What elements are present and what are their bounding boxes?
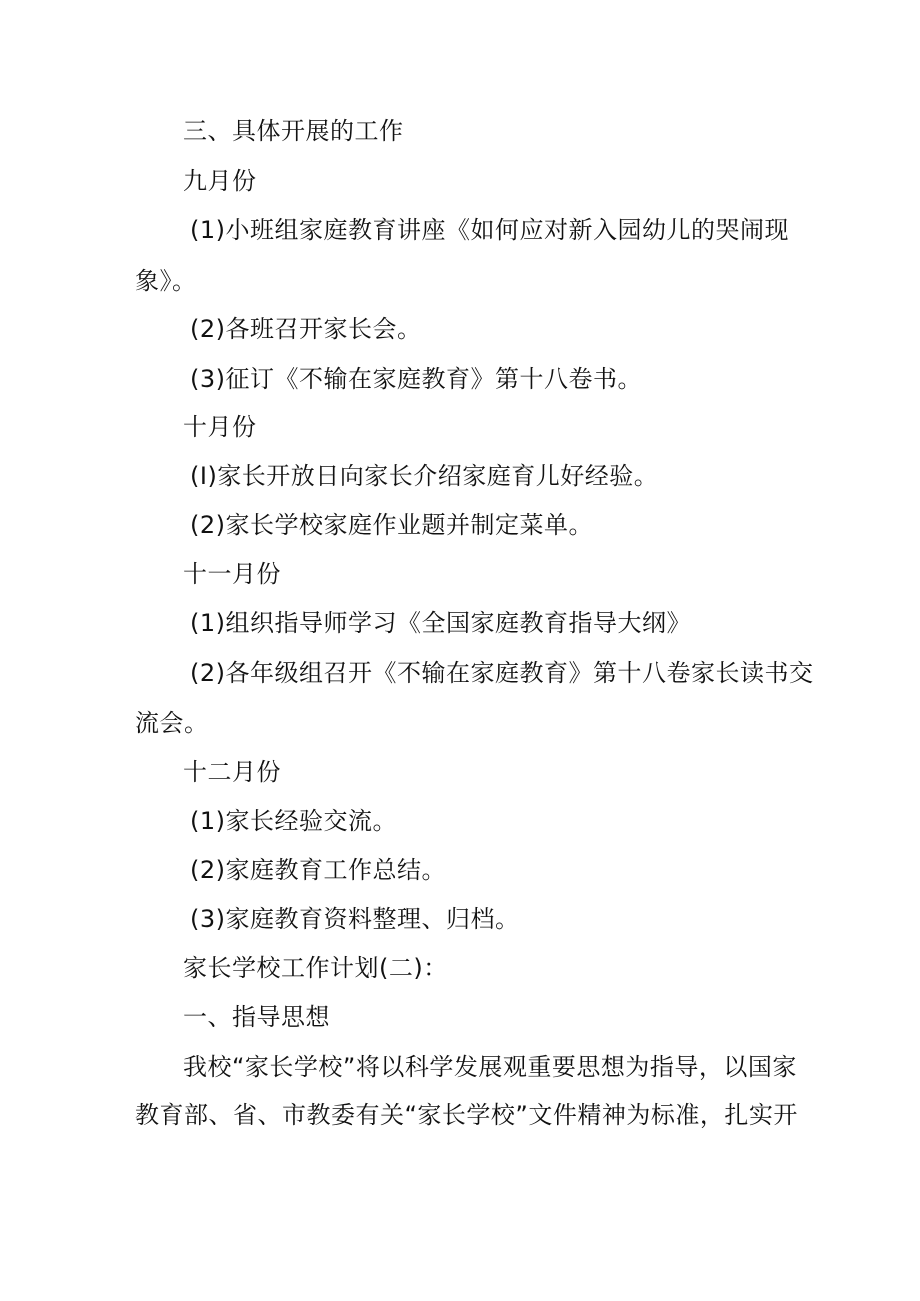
- month-heading-september: 九月份: [183, 167, 257, 195]
- month-heading-december: 十二月份: [183, 758, 281, 786]
- november-item-2: (2)各年级组召开《不输在家庭教育》第十八卷家长读书交: [190, 659, 814, 687]
- plan-two-title: 家长学校工作计划(二)：: [183, 954, 448, 982]
- november-item-2-continued: 流会。: [135, 709, 209, 737]
- september-item-1: (1)小班组家庭教育讲座《如何应对新入园幼儿的哭闹现: [190, 216, 789, 244]
- december-item-2: (2)家庭教育工作总结。: [190, 856, 446, 884]
- november-item-1: (1)组织指导师学习《全国家庭教育指导大纲》: [190, 609, 691, 637]
- december-item-3: (3)家庭教育资料整理、归档。: [190, 905, 520, 933]
- september-item-2: (2)各班召开家长会。: [190, 315, 422, 343]
- month-heading-october: 十月份: [183, 413, 257, 441]
- paragraph-line-1: 我校“家长学校”将以科学发展观重要思想为指导，以国家: [183, 1053, 797, 1081]
- paragraph-line-2: 教育部、省、市教委有关“家长学校”文件精神为标准，扎实开: [135, 1101, 798, 1129]
- section-heading-specific-work: 三、具体开展的工作: [183, 117, 404, 145]
- september-item-3: (3)征订《不输在家庭教育》第十八卷书。: [190, 365, 642, 393]
- section-heading-guiding-ideology: 一、指导思想: [183, 1003, 330, 1031]
- month-heading-november: 十一月份: [183, 560, 281, 588]
- september-item-1-continued: 象》。: [135, 267, 197, 295]
- october-item-1: (I)家长开放日向家长介绍家庭育儿好经验。: [190, 462, 659, 490]
- october-item-2: (2)家长学校家庭作业题并制定菜单。: [190, 511, 593, 539]
- december-item-1: (1)家长经验交流。: [190, 807, 397, 835]
